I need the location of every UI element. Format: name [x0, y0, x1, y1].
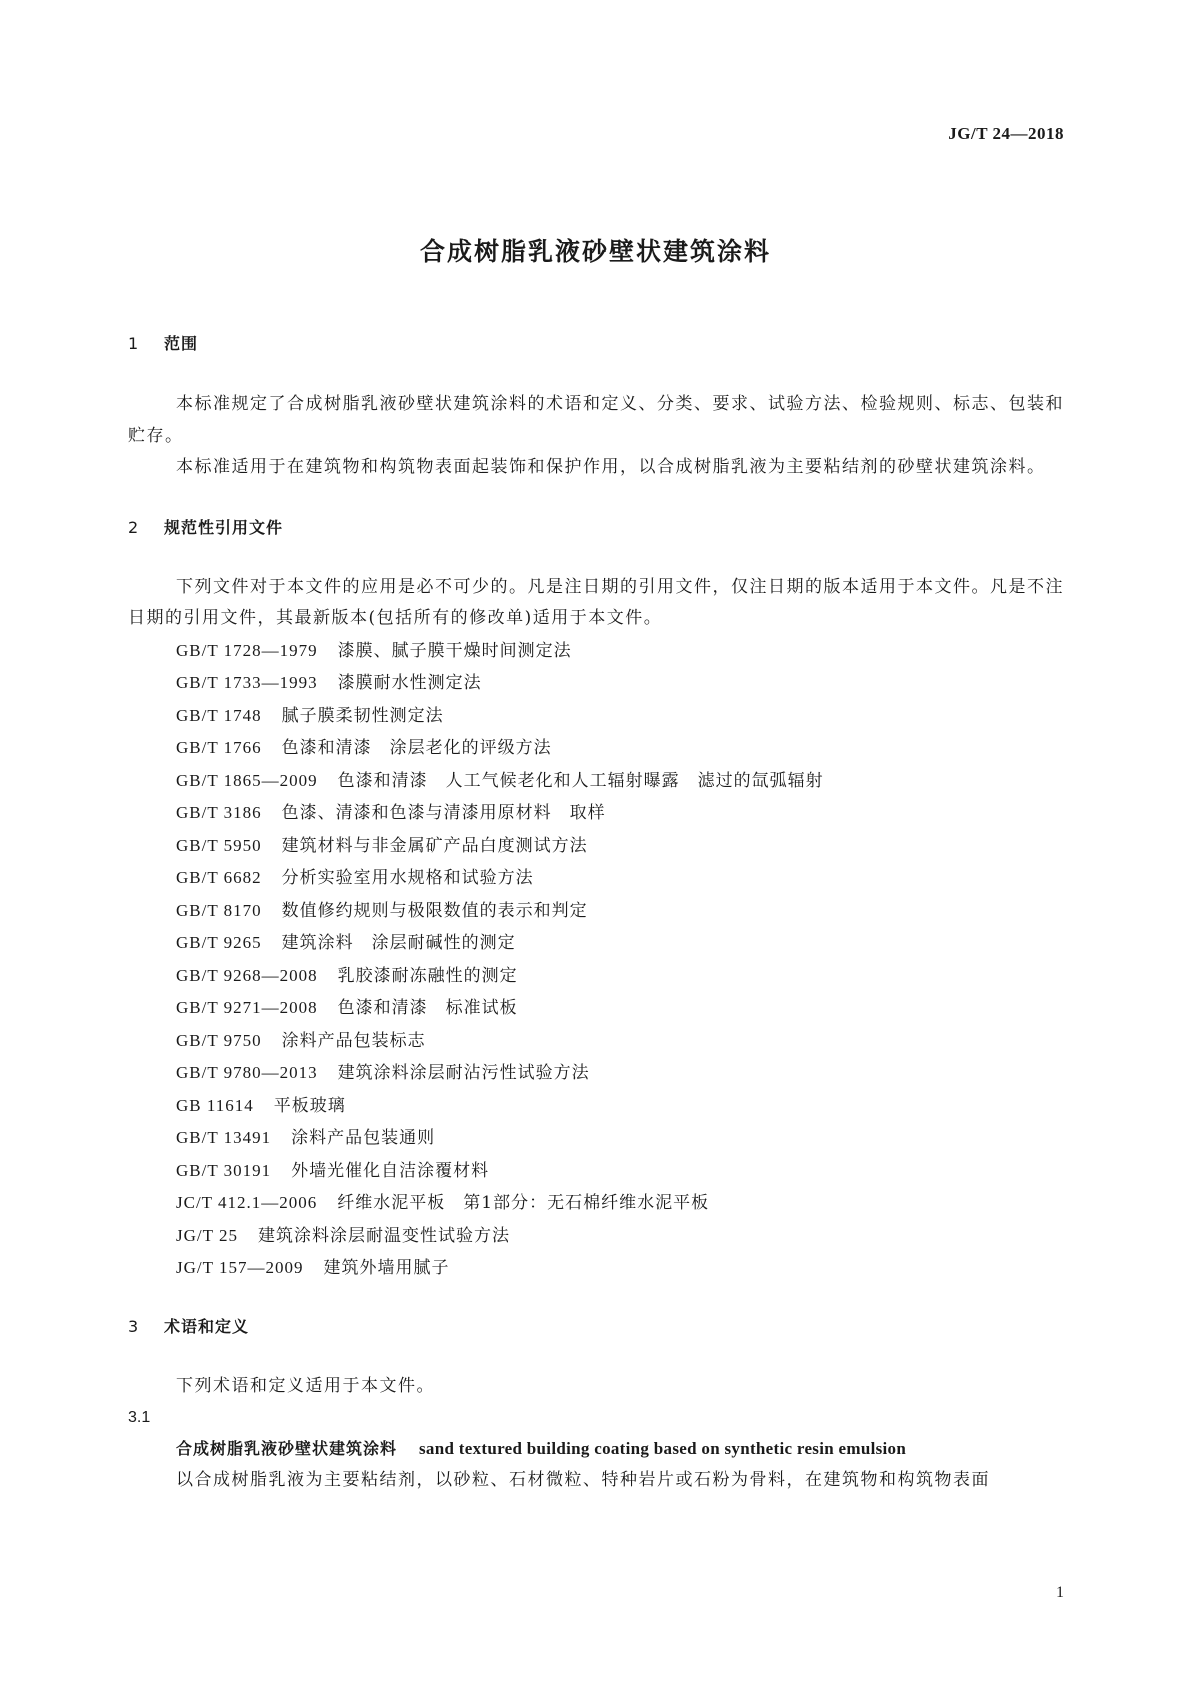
reference-item — [128, 635, 1064, 668]
reference-item — [128, 927, 1064, 960]
reference-code: GB/T 1865—2009 — [176, 770, 318, 790]
paragraph: 本标准适用于在建筑物和构筑物表面起装饰和保护作用，以合成树脂乳液为主要粘结剂的砂壁状建筑涂料。 — [176, 457, 1046, 477]
reference-code: GB/T 3186 — [176, 803, 262, 822]
reference-code: GB/T 30191 — [176, 1160, 272, 1180]
reference-code: GB/T 9268—2008 — [176, 965, 318, 985]
reference-title: 外墙光催化自洁涂覆材料 — [291, 1160, 490, 1181]
reference-title: 漆膜、腻子膜干燥时间测定法 — [337, 640, 572, 661]
reference-item — [128, 797, 1064, 830]
section-number: 1 — [128, 334, 140, 353]
reference-code: GB/T 1733—1993 — [176, 673, 318, 692]
paragraph: 下列文件对于本文件的应用是必不可少的。凡是注日期的引用文件，仅注日期的版本适用于本文件。凡是不注日期的引用文件，其最新版本(包括所有的修改单)适用于本文件。 — [128, 576, 1064, 628]
reference-item — [128, 1220, 1064, 1253]
section-title: 术语和定义 — [164, 1316, 250, 1336]
standard-code: JG/T 24—2018 — [948, 124, 1064, 143]
subsection-number: 3.1 — [128, 1409, 151, 1426]
reference-title: 纤维水泥平板 第1部分：无石棉纤维水泥平板 — [337, 1193, 710, 1213]
reference-code: GB/T 1766 — [176, 738, 262, 757]
reference-item — [128, 895, 1064, 928]
page-number: 1 — [1056, 1584, 1064, 1601]
reference-item — [128, 1155, 1064, 1188]
reference-title: 建筑涂料 涂层耐碱性的测定 — [281, 933, 516, 953]
reference-code: GB/T 9750 — [176, 1030, 262, 1050]
reference-item — [128, 1057, 1064, 1090]
reference-title: 数值修约规则与极限数值的表示和判定 — [281, 900, 588, 921]
document-title: 合成树脂乳液砂壁状建筑涂料 — [419, 237, 771, 266]
reference-code: GB/T 9265 — [176, 933, 262, 952]
reference-code: GB/T 1748 — [176, 705, 262, 725]
reference-item — [128, 1187, 1064, 1220]
reference-title: 色漆和清漆 标准试板 — [337, 998, 518, 1018]
reference-code: GB/T 9780—2013 — [176, 1063, 318, 1082]
term-english: sand textured building coating based on synthetic resin emulsion — [419, 1439, 907, 1458]
reference-code: GB/T 9271—2008 — [176, 998, 318, 1017]
reference-item — [128, 765, 1064, 798]
section-number: 3 — [128, 1316, 140, 1336]
reference-code: GB 11614 — [176, 1095, 254, 1115]
section-3-heading — [128, 1315, 1064, 1339]
reference-title: 涂料产品包装标志 — [281, 1030, 426, 1051]
reference-item — [128, 862, 1064, 895]
reference-title: 色漆、清漆和色漆与清漆用原材料 取样 — [281, 803, 606, 823]
paragraph: 本标准规定了合成树脂乳液砂壁状建筑涂料的术语和定义、分类、要求、试验方法、检验规则、标志、包装和贮存。 — [128, 394, 1064, 446]
reference-title: 建筑外墙用腻子 — [323, 1258, 450, 1278]
term-chinese: 合成树脂乳液砂壁状建筑涂料 — [176, 1439, 398, 1458]
section-title: 规范性引用文件 — [164, 517, 284, 537]
reference-item — [128, 732, 1064, 765]
reference-title: 建筑涂料涂层耐温变性试验方法 — [257, 1225, 510, 1246]
term-definition: 以合成树脂乳液为主要粘结剂，以砂粒、石材微粒、特种岩片或石粉为骨料，在建筑物和构筑物表面 — [176, 1470, 990, 1490]
reference-title: 乳胶漆耐冻融性的测定 — [337, 965, 518, 986]
reference-item — [128, 700, 1064, 733]
reference-code: GB/T 8170 — [176, 900, 262, 920]
reference-code: JC/T 412.1—2006 — [176, 1193, 318, 1212]
reference-title: 建筑涂料涂层耐沾污性试验方法 — [337, 1063, 590, 1083]
reference-item — [128, 992, 1064, 1025]
reference-title: 腻子膜柔韧性测定法 — [281, 705, 444, 726]
section-title: 范围 — [164, 334, 199, 353]
reference-item — [128, 830, 1064, 863]
reference-item — [128, 1025, 1064, 1058]
reference-title: 色漆和清漆 人工气候老化和人工辐射曝露 滤过的氙弧辐射 — [337, 770, 824, 791]
section-1-heading — [128, 332, 1064, 356]
reference-item — [128, 1090, 1064, 1123]
reference-code: JG/T 157—2009 — [176, 1258, 304, 1277]
reference-item — [128, 1252, 1064, 1285]
section-2-heading — [128, 516, 1064, 540]
reference-title: 平板玻璃 — [273, 1095, 346, 1116]
reference-code: GB/T 13491 — [176, 1128, 272, 1147]
paragraph: 下列术语和定义适用于本文件。 — [176, 1375, 435, 1396]
reference-title: 漆膜耐水性测定法 — [337, 673, 482, 693]
section-number: 2 — [128, 517, 140, 537]
reference-title: 色漆和清漆 涂层老化的评级方法 — [281, 738, 552, 758]
reference-title: 建筑材料与非金属矿产品白度测试方法 — [281, 835, 588, 856]
reference-code: GB/T 1728—1979 — [176, 640, 318, 660]
reference-code: JG/T 25 — [176, 1225, 238, 1245]
reference-title: 涂料产品包装通则 — [291, 1128, 436, 1148]
reference-code: GB/T 5950 — [176, 835, 262, 855]
reference-list — [128, 635, 1064, 1285]
document-body — [128, 332, 1064, 1496]
reference-code: GB/T 6682 — [176, 868, 262, 887]
reference-item — [128, 667, 1064, 700]
reference-item — [128, 1122, 1064, 1155]
term-entry — [128, 1433, 1064, 1465]
reference-item — [128, 960, 1064, 993]
reference-title: 分析实验室用水规格和试验方法 — [281, 868, 534, 888]
